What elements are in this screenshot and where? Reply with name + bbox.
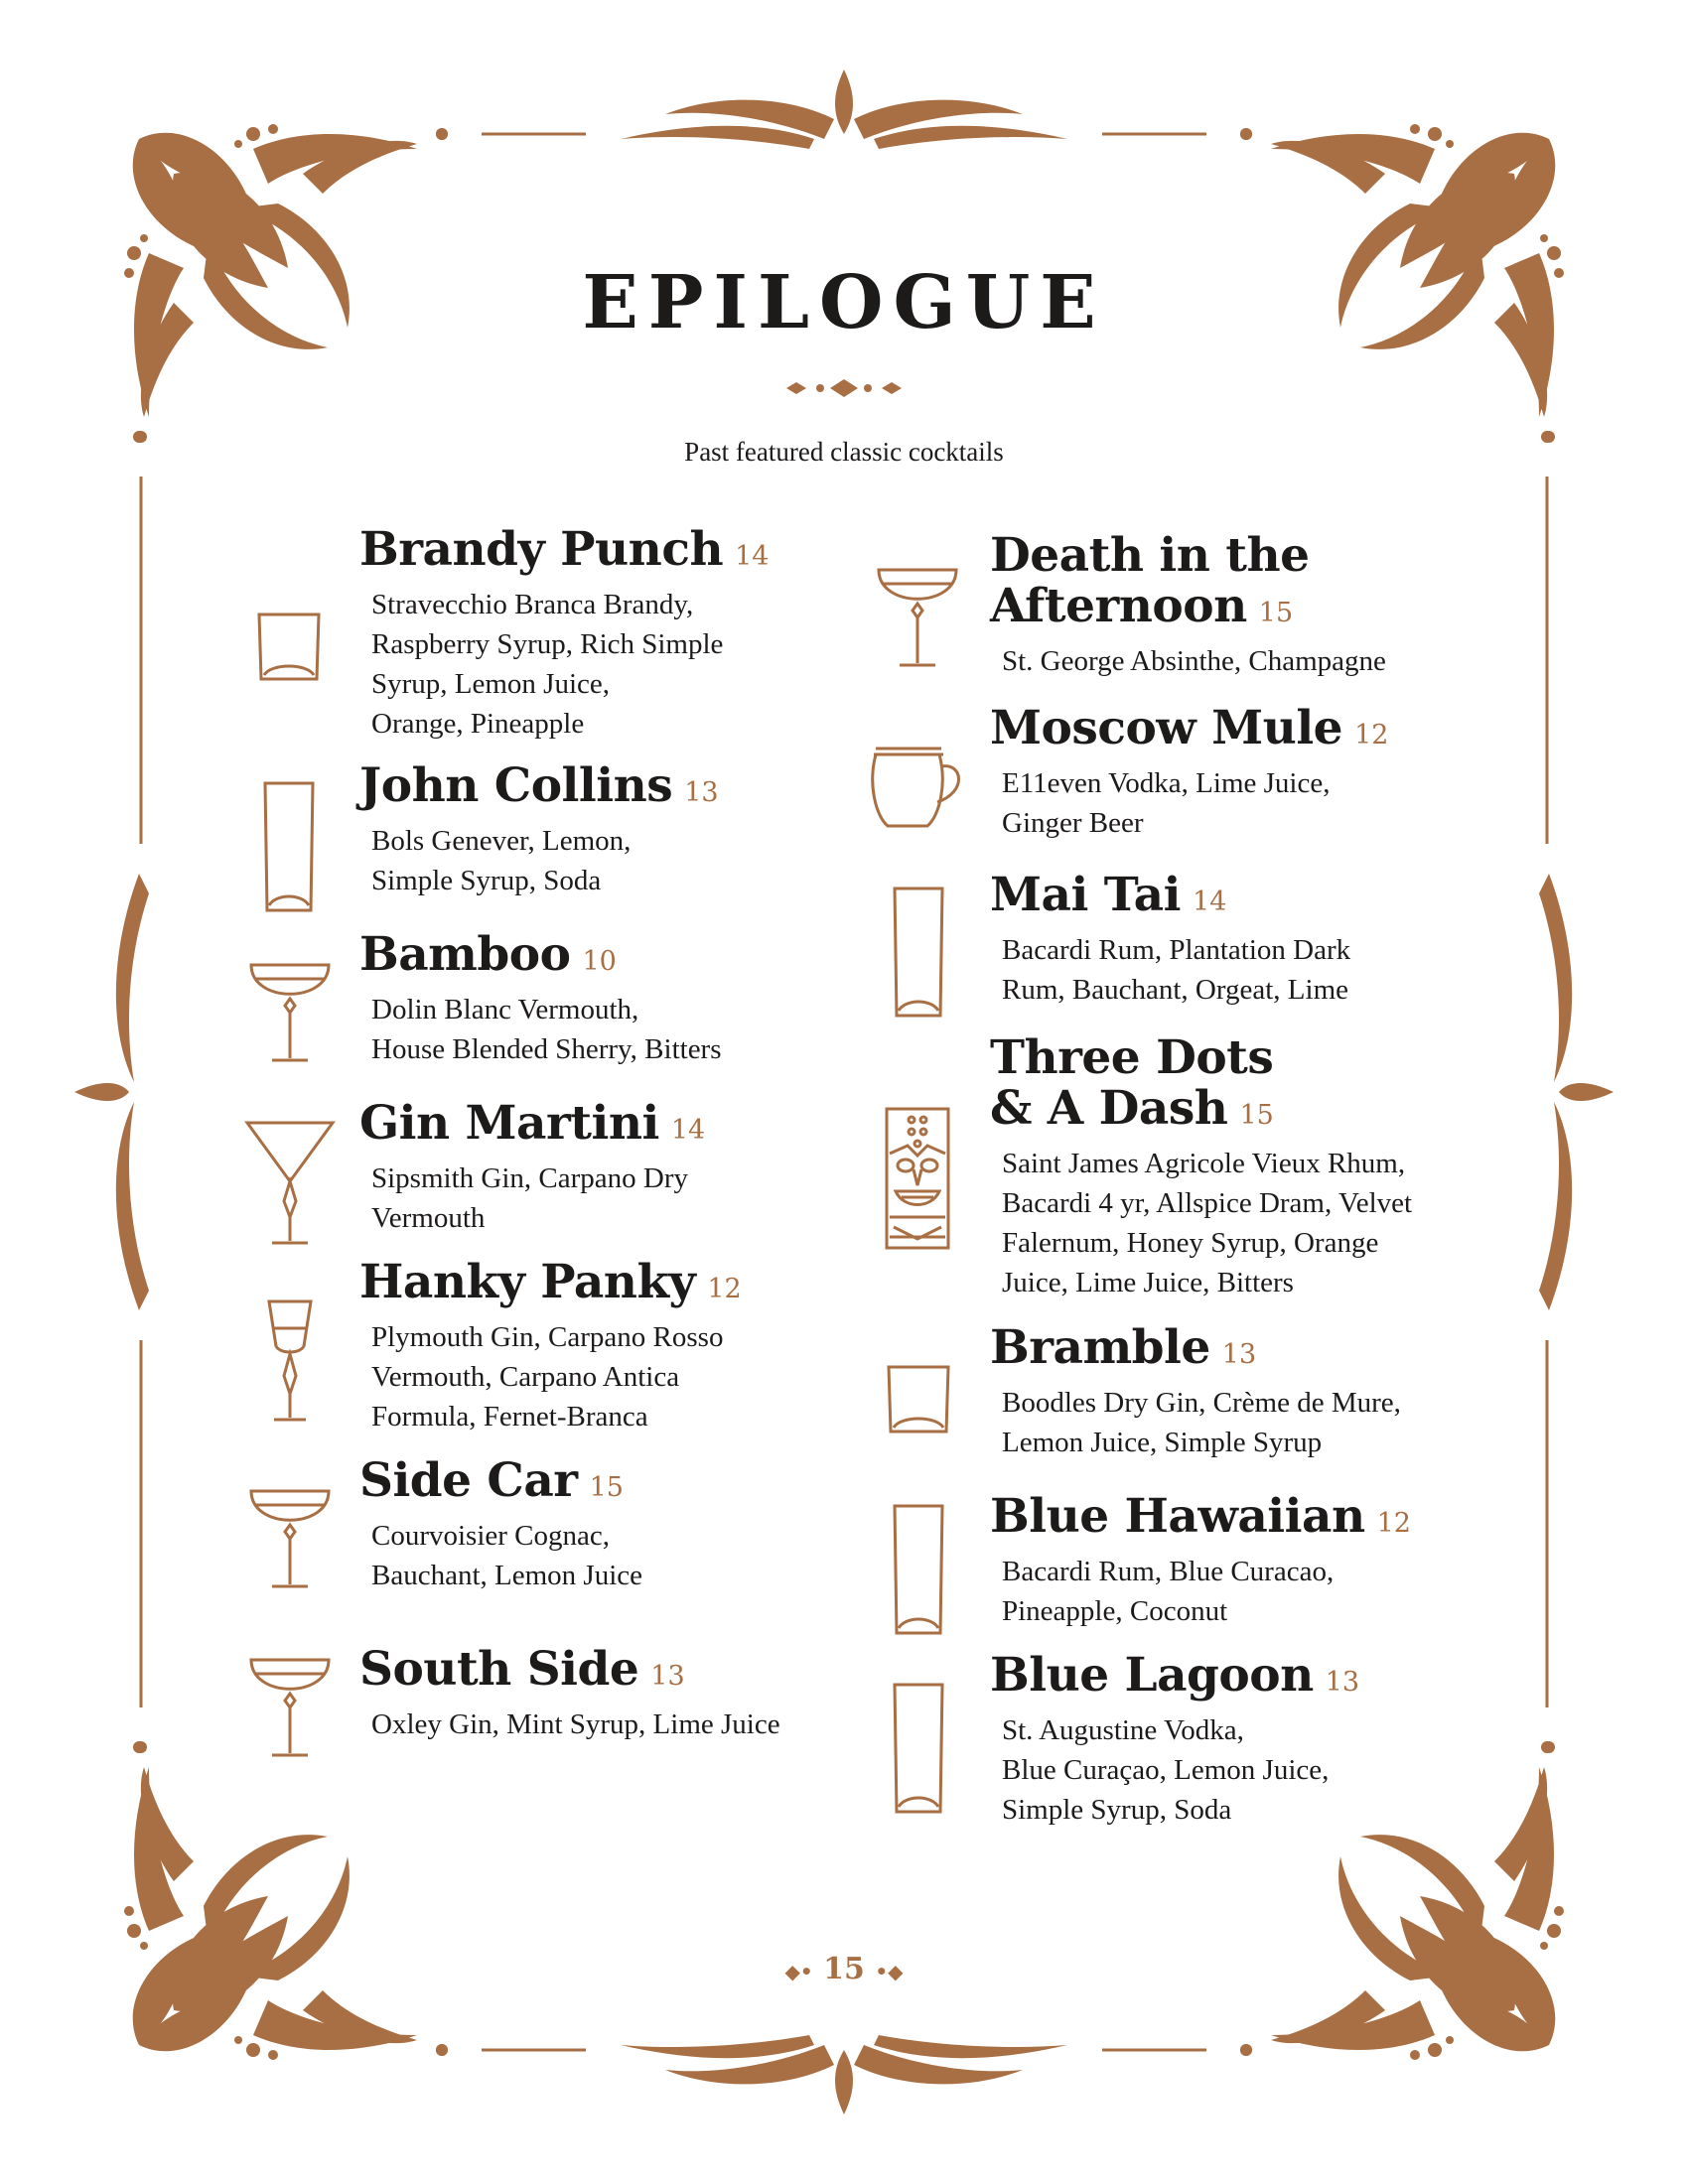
coupe-glass-icon [248, 959, 332, 1064]
cocktail-ingredients: Courvoisier Cognac, Bauchant, Lemon Juice [371, 1520, 642, 1591]
cocktail-name: John Collins [359, 758, 673, 813]
copper-mug-icon [868, 745, 969, 830]
cocktail-name: South Side [359, 1642, 639, 1697]
martini-glass-icon [244, 1120, 336, 1247]
cocktail-ingredients: Boodles Dry Gin, Crème de Mure, Lemon Juice, Simple Syrup [1002, 1387, 1401, 1458]
page-number-text: 15 [823, 1952, 865, 1986]
cocktail-ingredients: Dolin Blanc Vermouth, House Blended Sherry, Bitters [371, 994, 722, 1065]
menu-item [990, 530, 1506, 681]
rocks-glass-icon [886, 1364, 951, 1435]
coupe-glass-icon [248, 1654, 332, 1759]
cocktail-ingredients: Bols Genever, Lemon, Simple Syrup, Soda [371, 825, 632, 896]
menu-item [990, 1032, 1506, 1302]
cocktail-name: Gin Martini [359, 1096, 659, 1151]
cocktail-ingredients: Bacardi Rum, Plantation Dark Rum, Bauchant, Orgeat, Lime [1002, 934, 1351, 1006]
rocks-glass-icon [256, 612, 322, 683]
page-subtitle: Past featured classic cocktails [684, 437, 1004, 467]
menu-item [359, 929, 836, 1069]
collins-glass-icon [262, 780, 316, 913]
cocktail-price: 13 [1325, 1667, 1360, 1698]
tiki-mug-icon [884, 1106, 951, 1251]
cocktail-price: 13 [684, 777, 719, 808]
cocktail-name: Brandy Punch [359, 522, 724, 577]
cocktail-ingredients: St. George Absinthe, Champagne [1002, 645, 1386, 677]
cocktail-name: Blue Hawaiian [990, 1489, 1365, 1544]
diamond-right-icon: •◆ [875, 1960, 904, 1983]
cocktail-price: 13 [1221, 1339, 1257, 1370]
cocktail-name: Bramble [990, 1320, 1210, 1375]
coupe-glass-icon [248, 1485, 332, 1590]
cocktail-ingredients: E11even Vodka, Lime Juice, Ginger Beer [1002, 767, 1331, 839]
diamond-divider-icon [784, 377, 904, 399]
menu-item [359, 760, 836, 900]
cocktail-price: 14 [735, 541, 770, 572]
diamond-left-icon: ◆• [784, 1960, 813, 1983]
menu-item [359, 1098, 836, 1238]
nick-and-nora-glass-icon [266, 1298, 314, 1424]
cocktail-price: 13 [650, 1661, 685, 1692]
cocktail-name: Bamboo [359, 927, 571, 982]
menu-item [990, 703, 1506, 843]
cocktail-ingredients: Bacardi Rum, Blue Curacao, Pineapple, Coconut [1002, 1556, 1335, 1627]
cocktail-ingredients: Plymouth Gin, Carpano Rosso Vermouth, Carpano Antica Formula, Fernet-Branca [371, 1321, 724, 1433]
menu-item [990, 1322, 1506, 1462]
cocktail-ingredients: Oxley Gin, Mint Syrup, Lime Juice [371, 1708, 780, 1740]
cocktail-name: Three Dots & A Dash [990, 1030, 1274, 1136]
menu-item [359, 524, 836, 744]
menu-item [359, 1455, 836, 1595]
cocktail-price: 15 [1258, 598, 1294, 628]
cocktail-price: 12 [707, 1274, 742, 1304]
menu-item [359, 1257, 836, 1436]
collins-glass-icon [892, 886, 945, 1019]
cocktail-name: Mai Tai [990, 868, 1181, 922]
cocktail-price: 12 [1354, 720, 1389, 751]
cocktail-ingredients: Sipsmith Gin, Carpano Dry Vermouth [371, 1162, 688, 1234]
cocktail-price: 15 [589, 1472, 624, 1503]
page-title: EPILOGUE [582, 260, 1106, 345]
collins-glass-icon [892, 1682, 945, 1815]
cocktail-name: Hanky Panky [359, 1255, 696, 1309]
menu-item [990, 1650, 1506, 1830]
cocktail-name: Death in the Afternoon [990, 528, 1310, 633]
cocktail-name: Blue Lagoon [990, 1648, 1314, 1703]
collins-glass-icon [892, 1503, 945, 1636]
cocktail-price: 15 [1239, 1100, 1274, 1131]
coupe-glass-icon [876, 564, 959, 669]
cocktail-ingredients: Stravecchio Branca Brandy, Raspberry Syrup, Rich Simple Syrup, Lemon Juice, Orange, Pineapple [371, 589, 724, 740]
menu-item [990, 1491, 1506, 1631]
menu-item [990, 870, 1506, 1010]
cocktail-price: 10 [582, 946, 617, 977]
cocktail-name: Side Car [359, 1453, 578, 1508]
page-number [0, 1952, 1688, 1986]
cocktail-price: 12 [1376, 1508, 1411, 1539]
cocktail-price: 14 [670, 1115, 706, 1146]
menu-item [359, 1644, 836, 1744]
cocktail-ingredients: Saint James Agricole Vieux Rhum, Bacardi 4 yr, Allspice Dram, Velvet Falernum, Honey Syrup, Orange Juice, Lime Juice, Bitters [1002, 1148, 1413, 1298]
cocktail-ingredients: St. Augustine Vodka, Blue Curaçao, Lemon Juice, Simple Syrup, Soda [1002, 1714, 1330, 1826]
cocktail-name: Moscow Mule [990, 701, 1343, 755]
cocktail-price: 14 [1192, 887, 1227, 917]
